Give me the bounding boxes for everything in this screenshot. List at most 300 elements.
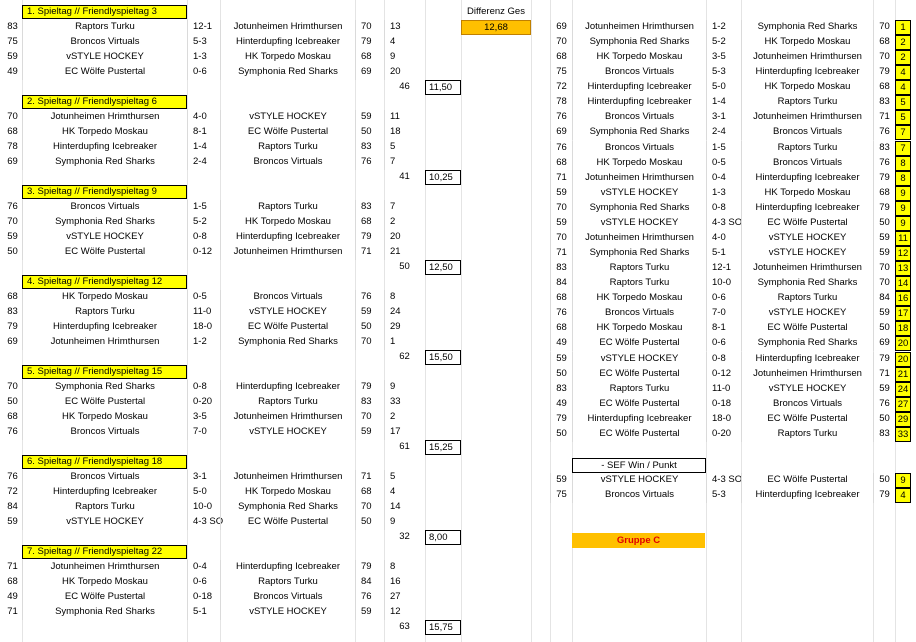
sef-game-score: 4-3 SO [706,473,741,488]
round-5-game-home-rating: 70 [7,381,18,392]
sef-game-home-rating: 75 [550,488,572,503]
sorted-game-home-team: EC Wölfe Pustertal [572,427,706,442]
round-7-game-away-rating: 76 [355,590,384,605]
sorted-game-home-team: HK Torpedo Moskau [572,291,706,306]
round-4-game-rating-diff: 8 [384,290,425,305]
round-1-game-home-rating: 75 [7,36,18,47]
sorted-game-home-team: vSTYLE HOCKEY [572,216,706,231]
sef-game-away-rating: 79 [873,488,895,503]
sorted-game-rating-diff: 4 [895,65,911,80]
sef-game-away-rating: 50 [873,473,895,488]
sorted-game-home-rating: 50 [550,427,572,442]
sorted-game-score: 5-3 [706,65,741,80]
round-1-average: 11,50 [425,80,461,95]
sorted-game-away-rating: 50 [873,216,895,231]
sorted-game-away-team: vSTYLE HOCKEY [741,231,873,246]
round-1-game-away-rating: 79 [355,35,384,50]
round-2-game-home-team: Jotunheimen Hrimthursen [22,110,187,125]
sorted-game-home-team: Jotunheimen Hrimthursen [572,171,706,186]
sorted-game-score: 4-3 SO [706,216,741,231]
round-1-game-away-team: Jotunheimen Hrimthursen [220,20,355,35]
sorted-game-home-rating: 78 [550,95,572,110]
sorted-game-score: 0-6 [706,291,741,306]
round-2-game-rating-diff: 18 [384,125,425,140]
round-7-game-home-rating: 71 [7,561,18,572]
round-7-game-home-rating: 49 [7,591,18,602]
sorted-game-home-team: Raptors Turku [572,276,706,291]
round-2-game-home-rating: 69 [7,156,18,167]
sorted-game-home-team: Jotunheimen Hrimthursen [572,231,706,246]
round-1-game-home-team: Raptors Turku [22,20,187,35]
round-header-3: 3. Spieltag // Friendlyspieltag 9 [22,185,187,199]
round-2-game-home-rating: 68 [7,126,18,137]
sorted-game-home-rating: 49 [550,397,572,412]
sorted-game-home-team: Hinterdupfing Icebreaker [572,95,706,110]
sorted-game-away-rating: 71 [873,110,895,125]
sorted-game-score: 3-5 [706,50,741,65]
round-3-game-score: 1-5 [187,200,220,215]
sorted-game-score: 2-4 [706,125,741,140]
sorted-game-away-team: Jotunheimen Hrimthursen [741,50,873,65]
sorted-game-rating-diff: 8 [895,171,911,186]
round-3-game-home-rating: 76 [7,201,18,212]
round-5-game-home-rating: 68 [7,411,18,422]
round-2-game-score: 2-4 [187,155,220,170]
round-7-game-score: 0-4 [187,560,220,575]
round-1-game-rating-diff: 4 [384,35,425,50]
round-5-game-away-team: Hinterdupfing Icebreaker [220,380,355,395]
sorted-game-rating-diff: 9 [895,201,911,216]
round-2-game-home-rating: 70 [7,111,18,122]
sorted-game-score: 1-3 [706,186,741,201]
round-4-game-home-rating: 79 [7,321,18,332]
round-5-game-away-team: Jotunheimen Hrimthursen [220,410,355,425]
round-5-game-home-team: HK Torpedo Moskau [22,410,187,425]
sorted-game-away-rating: 79 [873,65,895,80]
sorted-game-rating-diff: 5 [895,95,911,110]
sorted-game-home-rating: 59 [550,186,572,201]
round-4-game-rating-diff: 1 [384,335,425,350]
sorted-game-score: 5-2 [706,35,741,50]
round-1-game-home-rating: 49 [7,66,18,77]
round-3-game-away-rating: 68 [355,215,384,230]
round-5-game-away-rating: 79 [355,380,384,395]
round-4-game-away-team: Broncos Virtuals [220,290,355,305]
sorted-game-score: 0-18 [706,397,741,412]
sorted-game-away-rating: 83 [873,141,895,156]
round-header-6: 6. Spieltag // Friendlyspieltag 18 [22,455,187,469]
round-1-game-score: 5-3 [187,35,220,50]
sorted-game-away-team: Jotunheimen Hrimthursen [741,110,873,125]
sorted-game-rating-diff: 27 [895,397,911,412]
sorted-game-score: 1-2 [706,20,741,35]
round-4-game-home-team: HK Torpedo Moskau [22,290,187,305]
sorted-game-home-team: Hinterdupfing Icebreaker [572,412,706,427]
round-3-game-home-rating: 59 [7,231,18,242]
sorted-game-home-rating: 59 [550,216,572,231]
round-1-game-away-team: Hinterdupfing Icebreaker [220,35,355,50]
round-5-game-away-team: Raptors Turku [220,395,355,410]
round-6-game-home-rating: 84 [7,501,18,512]
sorted-game-rating-diff: 21 [895,367,911,382]
round-1-game-score: 12-1 [187,20,220,35]
round-7-game-rating-diff: 8 [384,560,425,575]
sorted-game-score: 0-8 [706,352,741,367]
round-6-game-away-team: EC Wölfe Pustertal [220,515,355,530]
round-7-game-home-team: Jotunheimen Hrimthursen [22,560,187,575]
sorted-game-rating-diff: 24 [895,382,911,397]
round-2-game-away-team: Raptors Turku [220,140,355,155]
sorted-game-away-team: Hinterdupfing Icebreaker [741,171,873,186]
sorted-game-away-team: Broncos Virtuals [741,397,873,412]
round-3-game-rating-diff: 20 [384,230,425,245]
sorted-game-home-team: vSTYLE HOCKEY [572,352,706,367]
sorted-game-away-team: Broncos Virtuals [741,156,873,171]
round-4-game-away-team: EC Wölfe Pustertal [220,320,355,335]
sorted-game-home-team: Broncos Virtuals [572,65,706,80]
sorted-game-home-rating: 76 [550,141,572,156]
sorted-game-rating-diff: 7 [895,125,911,140]
sorted-game-away-team: Raptors Turku [741,141,873,156]
sorted-game-home-team: HK Torpedo Moskau [572,156,706,171]
sorted-game-home-team: EC Wölfe Pustertal [572,367,706,382]
sorted-game-rating-diff: 18 [895,321,911,336]
sorted-game-home-team: HK Torpedo Moskau [572,321,706,336]
round-1-game-home-rating: 83 [7,21,18,32]
sorted-game-home-team: EC Wölfe Pustertal [572,397,706,412]
round-6-game-score: 10-0 [187,500,220,515]
sorted-game-rating-diff: 2 [895,35,911,50]
round-1-game-away-team: HK Torpedo Moskau [220,50,355,65]
sorted-game-away-rating: 50 [873,412,895,427]
round-2-game-rating-diff: 7 [384,155,425,170]
round-7-game-home-rating: 68 [7,576,18,587]
sorted-game-away-team: vSTYLE HOCKEY [741,382,873,397]
round-1-sum: 46 [399,81,410,92]
round-1-game-rating-diff: 20 [384,65,425,80]
round-1-game-away-team: Symphonia Red Sharks [220,65,355,80]
round-3-game-rating-diff: 21 [384,245,425,260]
round-2-game-score: 1-4 [187,140,220,155]
sorted-game-home-rating: 50 [550,367,572,382]
sef-game-home-team: Broncos Virtuals [572,488,706,503]
round-6-game-away-team: Jotunheimen Hrimthursen [220,470,355,485]
sorted-game-away-rating: 69 [873,336,895,351]
round-2-game-home-team: Hinterdupfing Icebreaker [22,140,187,155]
sorted-game-away-rating: 83 [873,95,895,110]
round-3-game-home-team: vSTYLE HOCKEY [22,230,187,245]
sorted-game-rating-diff: 12 [895,246,911,261]
round-1-game-away-rating: 70 [355,20,384,35]
sorted-game-away-team: Broncos Virtuals [741,125,873,140]
round-4-game-home-team: Jotunheimen Hrimthursen [22,335,187,350]
round-3-sum: 50 [399,261,410,272]
sorted-game-away-team: HK Torpedo Moskau [741,35,873,50]
sorted-game-rating-diff: 20 [895,352,911,367]
round-1-game-home-team: vSTYLE HOCKEY [22,50,187,65]
round-4-sum: 62 [399,351,410,362]
round-3-game-away-team: Hinterdupfing Icebreaker [220,230,355,245]
sorted-game-away-team: EC Wölfe Pustertal [741,321,873,336]
differenz-label: Differenz Ges [467,6,525,17]
round-1-game-away-rating: 69 [355,65,384,80]
round-4-game-rating-diff: 29 [384,320,425,335]
sorted-game-rating-diff: 11 [895,231,911,246]
round-2-sum: 41 [399,171,410,182]
sef-game-away-team: Hinterdupfing Icebreaker [741,488,873,503]
round-6-game-home-rating: 76 [7,471,18,482]
round-5-game-rating-diff: 9 [384,380,425,395]
round-5-average: 15,25 [425,440,461,455]
sorted-game-home-rating: 68 [550,50,572,65]
sorted-game-rating-diff: 29 [895,412,911,427]
round-1-game-away-rating: 68 [355,50,384,65]
sorted-game-score: 1-4 [706,95,741,110]
sorted-game-rating-diff: 4 [895,80,911,95]
sef-label: - SEF Win / Punkt [572,458,706,473]
round-4-game-home-rating: 83 [7,306,18,317]
sorted-game-home-rating: 76 [550,110,572,125]
round-4-game-home-team: Hinterdupfing Icebreaker [22,320,187,335]
round-5-game-home-team: EC Wölfe Pustertal [22,395,187,410]
round-7-game-home-team: Symphonia Red Sharks [22,605,187,620]
round-1-game-rating-diff: 13 [384,20,425,35]
sorted-game-away-rating: 59 [873,231,895,246]
round-4-game-score: 18-0 [187,320,220,335]
sorted-game-rating-diff: 13 [895,261,911,276]
round-4-game-home-rating: 68 [7,291,18,302]
sorted-game-away-team: Raptors Turku [741,291,873,306]
round-2-game-home-team: Symphonia Red Sharks [22,155,187,170]
round-4-game-away-team: vSTYLE HOCKEY [220,305,355,320]
round-7-game-rating-diff: 16 [384,575,425,590]
sorted-game-home-rating: 70 [550,201,572,216]
sorted-game-home-rating: 79 [550,412,572,427]
round-3-game-score: 5-2 [187,215,220,230]
sef-game-away-team: EC Wölfe Pustertal [741,473,873,488]
round-6-game-away-rating: 71 [355,470,384,485]
sef-game-rating-diff: 4 [895,488,911,503]
sorted-game-home-team: EC Wölfe Pustertal [572,336,706,351]
round-5-game-rating-diff: 17 [384,425,425,440]
sorted-game-score: 12-1 [706,261,741,276]
round-6-game-away-rating: 50 [355,515,384,530]
sorted-game-home-team: Hinterdupfing Icebreaker [572,80,706,95]
sorted-game-away-team: Hinterdupfing Icebreaker [741,352,873,367]
round-5-game-away-rating: 59 [355,425,384,440]
sorted-game-away-team: vSTYLE HOCKEY [741,246,873,261]
sorted-game-away-team: Symphonia Red Sharks [741,20,873,35]
round-6-game-away-rating: 70 [355,500,384,515]
round-5-sum: 61 [399,441,410,452]
sorted-game-away-rating: 59 [873,382,895,397]
sorted-game-away-team: HK Torpedo Moskau [741,186,873,201]
round-2-game-score: 8-1 [187,125,220,140]
round-4-game-away-team: Symphonia Red Sharks [220,335,355,350]
sorted-game-away-team: Hinterdupfing Icebreaker [741,201,873,216]
round-5-game-rating-diff: 2 [384,410,425,425]
sorted-game-score: 0-5 [706,156,741,171]
sorted-game-away-rating: 70 [873,261,895,276]
sorted-game-away-team: Jotunheimen Hrimthursen [741,367,873,382]
round-7-game-away-rating: 84 [355,575,384,590]
round-5-game-home-rating: 76 [7,426,18,437]
round-4-game-home-rating: 69 [7,336,18,347]
round-7-game-rating-diff: 12 [384,605,425,620]
round-2-game-away-rating: 83 [355,140,384,155]
round-7-game-rating-diff: 27 [384,590,425,605]
sorted-game-away-rating: 76 [873,125,895,140]
sorted-game-rating-diff: 2 [895,50,911,65]
sorted-game-score: 0-8 [706,201,741,216]
sorted-game-home-rating: 83 [550,382,572,397]
sorted-game-score: 18-0 [706,412,741,427]
sorted-game-home-rating: 68 [550,321,572,336]
round-7-game-score: 0-18 [187,590,220,605]
sorted-game-home-rating: 68 [550,291,572,306]
round-4-game-rating-diff: 24 [384,305,425,320]
sorted-game-rating-diff: 9 [895,186,911,201]
sorted-game-home-team: Broncos Virtuals [572,110,706,125]
round-3-game-away-team: Raptors Turku [220,200,355,215]
sorted-game-away-team: Raptors Turku [741,95,873,110]
sorted-game-rating-diff: 5 [895,110,911,125]
sorted-game-home-rating: 68 [550,156,572,171]
sorted-game-home-team: Raptors Turku [572,382,706,397]
sorted-game-home-team: HK Torpedo Moskau [572,50,706,65]
sorted-game-away-rating: 79 [873,171,895,186]
sef-game-score: 5-3 [706,488,741,503]
sorted-game-home-team: Broncos Virtuals [572,141,706,156]
round-6-game-rating-diff: 9 [384,515,425,530]
round-5-game-score: 3-5 [187,410,220,425]
sorted-game-home-rating: 49 [550,336,572,351]
round-3-game-away-rating: 83 [355,200,384,215]
round-3-game-away-team: HK Torpedo Moskau [220,215,355,230]
sorted-game-away-team: EC Wölfe Pustertal [741,216,873,231]
round-4-game-away-rating: 76 [355,290,384,305]
sorted-game-score: 0-4 [706,171,741,186]
sorted-game-home-rating: 71 [550,171,572,186]
round-7-sum: 63 [399,621,410,632]
round-5-game-score: 0-20 [187,395,220,410]
round-1-game-home-rating: 59 [7,51,18,62]
sorted-game-away-rating: 79 [873,201,895,216]
sorted-game-away-team: Hinterdupfing Icebreaker [741,65,873,80]
sef-game-home-rating: 59 [550,473,572,488]
round-2-game-away-rating: 59 [355,110,384,125]
round-6-game-home-team: Raptors Turku [22,500,187,515]
sorted-game-rating-diff: 17 [895,306,911,321]
sorted-game-home-team: Broncos Virtuals [572,306,706,321]
round-7-game-away-rating: 79 [355,560,384,575]
round-6-game-score: 3-1 [187,470,220,485]
round-1-game-home-team: Broncos Virtuals [22,35,187,50]
round-5-game-score: 7-0 [187,425,220,440]
sorted-game-away-rating: 76 [873,156,895,171]
sorted-game-home-rating: 76 [550,306,572,321]
round-3-game-home-team: Symphonia Red Sharks [22,215,187,230]
sorted-game-home-team: Jotunheimen Hrimthursen [572,20,706,35]
round-1-game-score: 0-6 [187,65,220,80]
round-4-game-away-rating: 70 [355,335,384,350]
round-6-game-score: 5-0 [187,485,220,500]
sorted-game-rating-diff: 20 [895,336,911,351]
sorted-game-home-rating: 70 [550,35,572,50]
sorted-game-away-team: EC Wölfe Pustertal [741,412,873,427]
sorted-game-home-rating: 69 [550,125,572,140]
round-header-4: 4. Spieltag // Friendlyspieltag 12 [22,275,187,289]
round-4-game-score: 1-2 [187,335,220,350]
sorted-game-rating-diff: 7 [895,141,911,156]
round-6-game-score: 4-3 SO [187,515,220,530]
round-header-1: 1. Spieltag // Friendlyspieltag 3 [22,5,187,19]
round-3-game-home-rating: 50 [7,246,18,257]
round-6-game-rating-diff: 4 [384,485,425,500]
round-7-average: 15,75 [425,620,461,635]
sorted-game-home-rating: 84 [550,276,572,291]
sorted-game-rating-diff: 9 [895,216,911,231]
sorted-game-away-team: HK Torpedo Moskau [741,80,873,95]
sorted-game-away-rating: 70 [873,276,895,291]
round-header-2: 2. Spieltag // Friendlyspieltag 6 [22,95,187,109]
round-5-game-home-team: Symphonia Red Sharks [22,380,187,395]
round-7-game-home-rating: 71 [7,606,18,617]
sorted-game-rating-diff: 1 [895,20,911,35]
sorted-game-home-team: Symphonia Red Sharks [572,35,706,50]
sorted-game-home-team: Symphonia Red Sharks [572,201,706,216]
round-3-game-home-rating: 70 [7,216,18,227]
round-header-7: 7. Spieltag // Friendlyspieltag 22 [22,545,187,559]
round-2-game-away-rating: 50 [355,125,384,140]
sorted-game-away-rating: 68 [873,186,895,201]
sorted-game-rating-diff: 16 [895,291,911,306]
round-4-game-score: 11-0 [187,305,220,320]
sorted-game-rating-diff: 14 [895,276,911,291]
round-6-average: 8,00 [425,530,461,545]
round-3-game-home-team: EC Wölfe Pustertal [22,245,187,260]
sorted-game-away-rating: 79 [873,352,895,367]
sorted-game-home-rating: 71 [550,246,572,261]
sorted-game-away-team: vSTYLE HOCKEY [741,306,873,321]
sorted-game-home-rating: 75 [550,65,572,80]
sorted-game-score: 0-12 [706,367,741,382]
round-7-game-home-team: HK Torpedo Moskau [22,575,187,590]
sorted-game-away-team: Symphonia Red Sharks [741,336,873,351]
sorted-game-score: 5-1 [706,246,741,261]
round-4-average: 15,50 [425,350,461,365]
round-3-average: 12,50 [425,260,461,275]
sorted-game-score: 0-6 [706,336,741,351]
round-7-game-score: 0-6 [187,575,220,590]
differenz-value: 12,68 [461,20,531,35]
round-3-game-score: 0-12 [187,245,220,260]
round-header-5: 5. Spieltag // Friendlyspieltag 15 [22,365,187,379]
round-2-game-home-rating: 78 [7,141,18,152]
sorted-game-score: 3-1 [706,110,741,125]
sorted-game-home-rating: 59 [550,352,572,367]
sorted-game-away-rating: 68 [873,35,895,50]
round-2-game-home-team: HK Torpedo Moskau [22,125,187,140]
sorted-game-away-rating: 83 [873,427,895,442]
sorted-game-away-rating: 76 [873,397,895,412]
sorted-game-away-rating: 68 [873,80,895,95]
round-4-game-score: 0-5 [187,290,220,305]
sorted-game-score: 5-0 [706,80,741,95]
sorted-game-away-rating: 70 [873,50,895,65]
sorted-game-away-rating: 59 [873,246,895,261]
round-6-game-home-team: vSTYLE HOCKEY [22,515,187,530]
